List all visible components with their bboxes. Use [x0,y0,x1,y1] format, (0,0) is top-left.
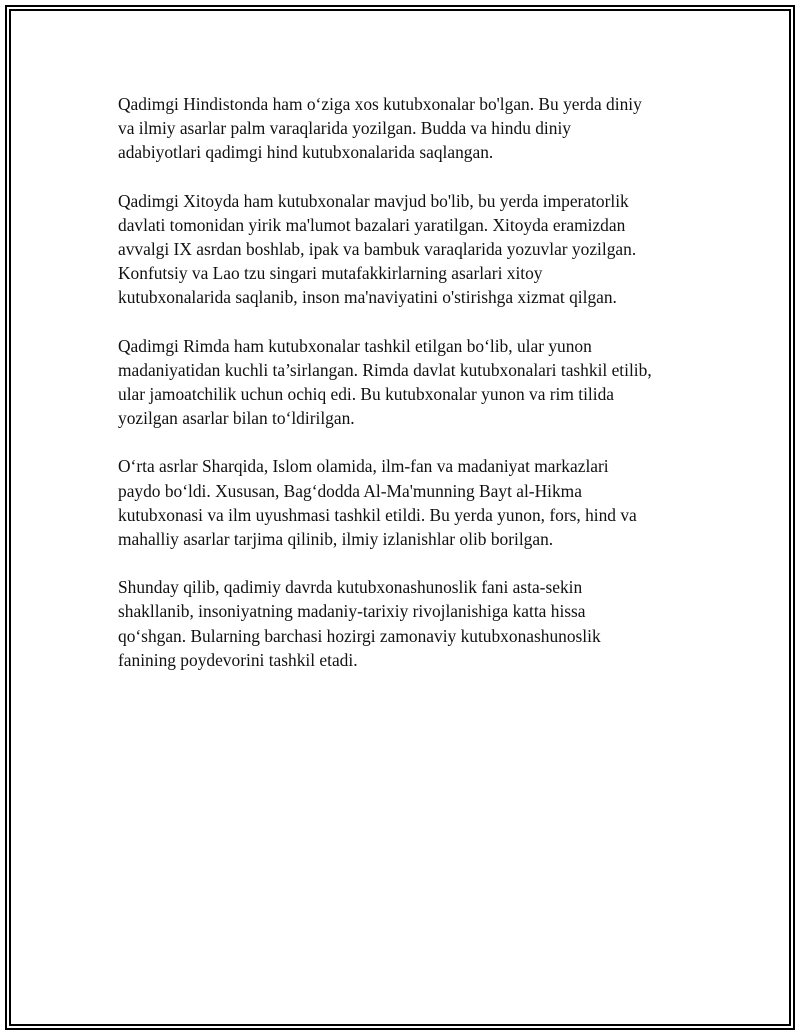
text-line: adabiyotlari qadimgi hind kutubxonalarida saqlangan. [118,142,494,163]
paragraph-india [118,92,698,165]
paragraph-conclusion [118,575,698,672]
text-line: Konfutsiy va Lao tzu singari mutafakkirlarning asarlari xitoy [118,263,543,284]
text-line: O‘rta asrlar Sharqida, Islom olamida, ilm-fan va madaniyat markazlari [118,456,609,477]
text-line: shakllanib, insoniyatning madaniy-tarixiy rivojlanishiga katta hissa [118,601,586,622]
text-line: ular jamoatchilik uchun ochiq edi. Bu kutubxonalar yunon va rim tilida [118,384,615,405]
text-line: avvalgi IX asrdan boshlab, ipak va bambuk varaqlarida yozuvlar yozilgan. [118,239,637,260]
text-line: madaniyatidan kuchli ta’sirlangan. Rimda davlat kutubxonalari tashkil etilib, [118,359,652,380]
paragraph-middle-ages [118,454,698,551]
text-line: davlati tomonidan yirik ma'lumot bazalari yaratilgan. Xitoyda eramizdan [118,214,626,235]
text-line: kutubxonasi va ilm uyushmasi tashkil etildi. Bu yerda yunon, fors, hind va [118,504,637,525]
text-line: va ilmiy asarlar palm varaqlarida yozilgan. Budda va hindu diniy [118,118,571,139]
paragraph-rome [118,334,698,431]
text-line: qo‘shgan. Bularning barchasi hozirgi zamonaviy kutubxonashunoslik [118,625,601,646]
text-line: Shunday qilib, qadimiy davrda kutubxonashunoslik fani asta-sekin [118,577,583,598]
text-line: Qadimgi Xitoyda ham kutubxonalar mavjud bo'lib, bu yerda imperatorlik [118,190,629,211]
text-line: fanining poydevorini tashkil etadi. [118,649,358,670]
text-line: Qadimgi Hindistonda ham o‘ziga xos kutubxonalar bo'lgan. Bu yerda diniy [118,94,642,114]
paragraph-china [118,189,698,310]
text-line: yozilgan asarlar bilan to‘ldirilgan. [118,408,355,429]
text-line: paydo bo‘ldi. Xususan, Bag‘dodda Al-Ma'munning Bayt al-Hikma [118,480,582,501]
text-line: Qadimgi Rimda ham kutubxonalar tashkil etilgan bo‘lib, ular yunon [118,335,592,356]
text-line: kutubxonalarida saqlanib, inson ma'naviyatini o'stirishga xizmat qilgan. [118,287,617,308]
text-line: mahalliy asarlar tarjima qilinib, ilmiy izlanishlar olib borilgan. [118,529,554,550]
document-body [118,92,698,696]
